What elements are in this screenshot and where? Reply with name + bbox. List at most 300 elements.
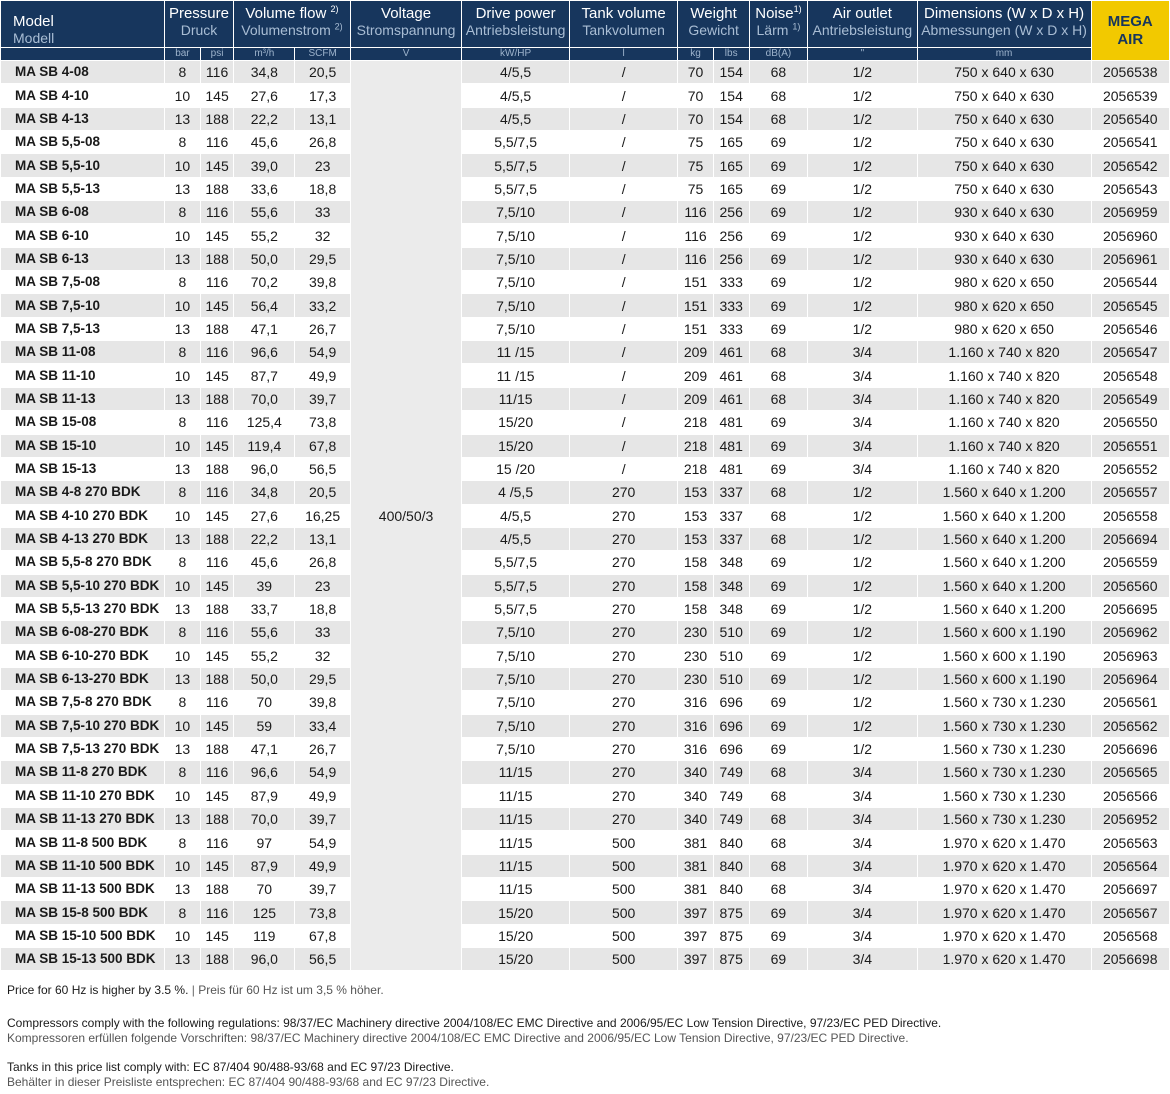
cell-air-outlet: 1/2 <box>808 551 918 574</box>
table-row <box>1 131 1170 154</box>
cell-dimensions: 1.160 x 740 x 820 <box>917 387 1091 410</box>
cell-flow-m3h: 47,1 <box>234 317 295 340</box>
table-row <box>1 644 1170 667</box>
cell-pressure-psi: 116 <box>201 131 234 154</box>
cell-noise: 68 <box>749 481 807 504</box>
cell-article-number: 2056565 <box>1091 761 1170 784</box>
cell-drive-power: 7,5/10 <box>462 317 570 340</box>
cell-noise: 69 <box>749 691 807 714</box>
footnote-marker: 2) <box>334 21 343 32</box>
table-row <box>1 597 1170 620</box>
cell-noise: 68 <box>749 61 807 84</box>
cell-pressure-psi: 145 <box>201 644 234 667</box>
unit-air-outlet: " <box>808 48 918 61</box>
cell-pressure-psi: 188 <box>201 457 234 480</box>
cell-drive-power: 11/15 <box>462 761 570 784</box>
cell-model: MA SB 15-8 500 BDK <box>1 901 165 924</box>
cell-weight-lbs: 510 <box>713 667 749 690</box>
cell-flow-m3h: 70,0 <box>234 387 295 410</box>
cell-dimensions: 930 x 640 x 630 <box>917 201 1091 224</box>
cell-pressure-psi: 116 <box>201 411 234 434</box>
cell-weight-lbs: 165 <box>713 154 749 177</box>
cell-noise: 69 <box>749 924 807 947</box>
cell-dimensions: 930 x 640 x 630 <box>917 224 1091 247</box>
cell-pressure-bar: 13 <box>164 878 200 901</box>
cell-noise: 69 <box>749 201 807 224</box>
cell-noise: 69 <box>749 597 807 620</box>
cell-model: MA SB 6-08 <box>1 201 165 224</box>
cell-tank-volume: / <box>569 177 678 200</box>
cell-pressure-psi: 116 <box>201 831 234 854</box>
cell-flow-scfm: 67,8 <box>295 924 350 947</box>
cell-weight-kg: 70 <box>678 61 713 84</box>
cell-air-outlet: 1/2 <box>808 224 918 247</box>
cell-dimensions: 1.160 x 740 x 820 <box>917 364 1091 387</box>
col-header-tank-volume: Tank volume Tankvolumen <box>569 1 678 48</box>
cell-dimensions: 1.970 x 620 x 1.470 <box>917 948 1091 971</box>
table-row <box>1 341 1170 364</box>
cell-flow-scfm: 67,8 <box>295 434 350 457</box>
cell-weight-lbs: 875 <box>713 901 749 924</box>
cell-weight-kg: 218 <box>678 411 713 434</box>
table-row <box>1 387 1170 410</box>
cell-pressure-psi: 188 <box>201 177 234 200</box>
cell-article-number: 2056558 <box>1091 504 1170 527</box>
cell-model: MA SB 11-8 270 BDK <box>1 761 165 784</box>
cell-air-outlet: 1/2 <box>808 527 918 550</box>
cell-weight-kg: 381 <box>678 878 713 901</box>
cell-air-outlet: 3/4 <box>808 387 918 410</box>
cell-weight-lbs: 481 <box>713 457 749 480</box>
cell-drive-power: 4/5,5 <box>462 84 570 107</box>
cell-tank-volume: 270 <box>569 574 678 597</box>
cell-air-outlet: 1/2 <box>808 317 918 340</box>
table-row <box>1 737 1170 760</box>
cell-drive-power: 7,5/10 <box>462 247 570 270</box>
cell-air-outlet: 3/4 <box>808 411 918 434</box>
cell-flow-scfm: 18,8 <box>295 177 350 200</box>
cell-drive-power: 4 /5,5 <box>462 481 570 504</box>
cell-noise: 68 <box>749 387 807 410</box>
cell-tank-volume: / <box>569 224 678 247</box>
cell-flow-scfm: 26,8 <box>295 131 350 154</box>
table-row <box>1 84 1170 107</box>
col-header-air-outlet: Air outlet Antriebsleistung <box>808 1 918 48</box>
cell-pressure-psi: 116 <box>201 901 234 924</box>
cell-article-number: 2056960 <box>1091 224 1170 247</box>
cell-noise: 68 <box>749 831 807 854</box>
table-row <box>1 551 1170 574</box>
table-row <box>1 154 1170 177</box>
cell-drive-power: 7,5/10 <box>462 644 570 667</box>
cell-model: MA SB 11-10 500 BDK <box>1 854 165 877</box>
table-row <box>1 294 1170 317</box>
cell-model: MA SB 15-10 500 BDK <box>1 924 165 947</box>
cell-flow-scfm: 23 <box>295 154 350 177</box>
cell-pressure-bar: 13 <box>164 317 200 340</box>
cell-pressure-bar: 8 <box>164 621 200 644</box>
cell-drive-power: 11/15 <box>462 808 570 831</box>
cell-dimensions: 1.560 x 730 x 1.230 <box>917 761 1091 784</box>
cell-weight-lbs: 165 <box>713 177 749 200</box>
cell-weight-kg: 316 <box>678 691 713 714</box>
cell-tank-volume: 270 <box>569 621 678 644</box>
cell-flow-scfm: 26,7 <box>295 737 350 760</box>
cell-weight-lbs: 154 <box>713 61 749 84</box>
cell-air-outlet: 3/4 <box>808 831 918 854</box>
col-header-model: Model Modell <box>1 1 165 48</box>
cell-weight-lbs: 840 <box>713 854 749 877</box>
col-header-noise: Noise$^{1)}$ Lärm $^{1)}$ <box>749 1 807 48</box>
cell-article-number: 2056547 <box>1091 341 1170 364</box>
table-row <box>1 761 1170 784</box>
table-row <box>1 271 1170 294</box>
unit-lbs: lbs <box>713 48 749 61</box>
cell-noise: 69 <box>749 247 807 270</box>
table-row <box>1 831 1170 854</box>
cell-weight-kg: 230 <box>678 621 713 644</box>
cell-pressure-psi: 188 <box>201 247 234 270</box>
cell-drive-power: 7,5/10 <box>462 714 570 737</box>
table-row <box>1 504 1170 527</box>
cell-tank-volume: / <box>569 387 678 410</box>
cell-weight-kg: 230 <box>678 667 713 690</box>
cell-air-outlet: 1/2 <box>808 294 918 317</box>
cell-pressure-bar: 13 <box>164 808 200 831</box>
cell-air-outlet: 1/2 <box>808 84 918 107</box>
compliance-note-de: Kompressoren erfüllen folgende Vorschriften: 98/37/EC Machinery directive 2004/108/EC EMC Directive and 2006/95/EC Low Tension Directive, 97/23/EC PED Directive. <box>7 1031 909 1046</box>
cell-drive-power: 11 /15 <box>462 364 570 387</box>
cell-dimensions: 1.160 x 740 x 820 <box>917 411 1091 434</box>
cell-pressure-psi: 145 <box>201 784 234 807</box>
cell-air-outlet: 1/2 <box>808 597 918 620</box>
cell-article-number: 2056697 <box>1091 878 1170 901</box>
cell-air-outlet: 3/4 <box>808 924 918 947</box>
cell-pressure-psi: 145 <box>201 224 234 247</box>
cell-weight-lbs: 154 <box>713 84 749 107</box>
cell-model: MA SB 4-10 <box>1 84 165 107</box>
cell-flow-scfm: 49,9 <box>295 854 350 877</box>
cell-drive-power: 7,5/10 <box>462 271 570 294</box>
table-row <box>1 434 1170 457</box>
cell-noise: 69 <box>749 434 807 457</box>
cell-pressure-psi: 116 <box>201 761 234 784</box>
cell-weight-kg: 397 <box>678 901 713 924</box>
cell-pressure-psi: 116 <box>201 341 234 364</box>
cell-flow-m3h: 119,4 <box>234 434 295 457</box>
cell-flow-scfm: 26,7 <box>295 317 350 340</box>
cell-dimensions: 1.560 x 640 x 1.200 <box>917 597 1091 620</box>
cell-weight-kg: 218 <box>678 457 713 480</box>
cell-weight-lbs: 256 <box>713 201 749 224</box>
cell-flow-scfm: 13,1 <box>295 107 350 130</box>
cell-voltage: 400/50/3 <box>350 61 462 971</box>
table-row <box>1 107 1170 130</box>
cell-pressure-psi: 188 <box>201 808 234 831</box>
cell-article-number: 2056566 <box>1091 784 1170 807</box>
cell-article-number: 2056567 <box>1091 901 1170 924</box>
cell-weight-kg: 340 <box>678 808 713 831</box>
cell-flow-scfm: 32 <box>295 644 350 667</box>
cell-dimensions: 980 x 620 x 650 <box>917 317 1091 340</box>
cell-model: MA SB 4-8 270 BDK <box>1 481 165 504</box>
cell-weight-kg: 158 <box>678 597 713 620</box>
footer-notes <box>0 971 1170 1090</box>
cell-pressure-bar: 10 <box>164 854 200 877</box>
cell-pressure-bar: 8 <box>164 481 200 504</box>
cell-dimensions: 930 x 640 x 630 <box>917 247 1091 270</box>
cell-model: MA SB 7,5-13 <box>1 317 165 340</box>
unit-scfm: SCFM <box>295 48 350 61</box>
cell-tank-volume: 270 <box>569 737 678 760</box>
cell-flow-scfm: 73,8 <box>295 901 350 924</box>
cell-pressure-bar: 10 <box>164 84 200 107</box>
cell-weight-kg: 209 <box>678 341 713 364</box>
cell-drive-power: 7,5/10 <box>462 201 570 224</box>
cell-air-outlet: 3/4 <box>808 434 918 457</box>
cell-weight-lbs: 461 <box>713 341 749 364</box>
unit-drive-power: kW/HP <box>462 48 570 61</box>
cell-model: MA SB 4-08 <box>1 61 165 84</box>
cell-pressure-psi: 116 <box>201 691 234 714</box>
cell-weight-lbs: 510 <box>713 644 749 667</box>
cell-air-outlet: 1/2 <box>808 177 918 200</box>
cell-tank-volume: 270 <box>569 504 678 527</box>
cell-article-number: 2056696 <box>1091 737 1170 760</box>
cell-model: MA SB 7,5-8 270 BDK <box>1 691 165 714</box>
cell-flow-scfm: 26,8 <box>295 551 350 574</box>
cell-drive-power: 5,5/7,5 <box>462 131 570 154</box>
cell-weight-lbs: 696 <box>713 714 749 737</box>
cell-flow-m3h: 87,9 <box>234 854 295 877</box>
cell-tank-volume: 500 <box>569 948 678 971</box>
table-row <box>1 527 1170 550</box>
cell-article-number: 2056952 <box>1091 808 1170 831</box>
cell-pressure-psi: 145 <box>201 924 234 947</box>
cell-drive-power: 5,5/7,5 <box>462 597 570 620</box>
cell-flow-scfm: 29,5 <box>295 667 350 690</box>
price-note: Price for 60 Hz is higher by 3.5 %. | Preis für 60 Hz ist um 3,5 % höher. <box>7 983 384 998</box>
cell-pressure-bar: 10 <box>164 504 200 527</box>
cell-weight-kg: 116 <box>678 224 713 247</box>
cell-pressure-bar: 10 <box>164 924 200 947</box>
cell-tank-volume: / <box>569 131 678 154</box>
cell-article-number: 2056963 <box>1091 644 1170 667</box>
cell-noise: 68 <box>749 341 807 364</box>
table-row <box>1 177 1170 200</box>
cell-model: MA SB 7,5-13 270 BDK <box>1 737 165 760</box>
cell-article-number: 2056560 <box>1091 574 1170 597</box>
cell-dimensions: 980 x 620 x 650 <box>917 271 1091 294</box>
cell-weight-kg: 116 <box>678 247 713 270</box>
cell-flow-m3h: 55,6 <box>234 201 295 224</box>
cell-flow-scfm: 39,7 <box>295 878 350 901</box>
cell-dimensions: 1.560 x 730 x 1.230 <box>917 737 1091 760</box>
cell-noise: 69 <box>749 714 807 737</box>
cell-flow-m3h: 55,6 <box>234 621 295 644</box>
cell-model: MA SB 11-13 <box>1 387 165 410</box>
cell-noise: 68 <box>749 784 807 807</box>
cell-drive-power: 5,5/7,5 <box>462 574 570 597</box>
cell-weight-kg: 70 <box>678 107 713 130</box>
cell-model: MA SB 5,5-8 270 BDK <box>1 551 165 574</box>
cell-dimensions: 1.560 x 730 x 1.230 <box>917 808 1091 831</box>
cell-article-number: 2056562 <box>1091 714 1170 737</box>
cell-flow-m3h: 70 <box>234 691 295 714</box>
cell-flow-scfm: 33 <box>295 201 350 224</box>
cell-article-number: 2056561 <box>1091 691 1170 714</box>
cell-flow-scfm: 56,5 <box>295 457 350 480</box>
cell-pressure-psi: 145 <box>201 574 234 597</box>
cell-pressure-psi: 145 <box>201 154 234 177</box>
cell-dimensions: 750 x 640 x 630 <box>917 131 1091 154</box>
cell-article-number: 2056551 <box>1091 434 1170 457</box>
cell-article-number: 2056549 <box>1091 387 1170 410</box>
cell-flow-m3h: 34,8 <box>234 61 295 84</box>
cell-tank-volume: 270 <box>569 784 678 807</box>
cell-air-outlet: 1/2 <box>808 61 918 84</box>
cell-model: MA SB 7,5-10 <box>1 294 165 317</box>
col-header-drive-power: Drive power Antriebsleistung <box>462 1 570 48</box>
cell-dimensions: 1.560 x 600 x 1.190 <box>917 644 1091 667</box>
cell-air-outlet: 3/4 <box>808 808 918 831</box>
footnote-marker: 1) <box>792 21 801 32</box>
cell-dimensions: 750 x 640 x 630 <box>917 61 1091 84</box>
cell-weight-lbs: 481 <box>713 411 749 434</box>
col-header-volume-flow: Volume flow $^{2)}$ Volumenstrom $^{2)}$ <box>234 1 351 48</box>
cell-drive-power: 15/20 <box>462 924 570 947</box>
cell-tank-volume: 270 <box>569 714 678 737</box>
cell-weight-kg: 316 <box>678 737 713 760</box>
cell-flow-scfm: 33 <box>295 621 350 644</box>
cell-flow-scfm: 39,7 <box>295 808 350 831</box>
cell-model: MA SB 11-10 <box>1 364 165 387</box>
cell-weight-kg: 158 <box>678 551 713 574</box>
cell-air-outlet: 3/4 <box>808 364 918 387</box>
cell-drive-power: 7,5/10 <box>462 294 570 317</box>
cell-dimensions: 1.560 x 730 x 1.230 <box>917 691 1091 714</box>
cell-dimensions: 1.970 x 620 x 1.470 <box>917 854 1091 877</box>
cell-weight-kg: 397 <box>678 948 713 971</box>
table-row <box>1 901 1170 924</box>
table-row <box>1 457 1170 480</box>
cell-tank-volume: / <box>569 317 678 340</box>
cell-weight-lbs: 749 <box>713 784 749 807</box>
cell-drive-power: 15/20 <box>462 411 570 434</box>
cell-article-number: 2056961 <box>1091 247 1170 270</box>
cell-weight-lbs: 337 <box>713 527 749 550</box>
cell-dimensions: 980 x 620 x 650 <box>917 294 1091 317</box>
cell-flow-m3h: 70 <box>234 878 295 901</box>
cell-pressure-bar: 8 <box>164 901 200 924</box>
spec-table-body <box>1 61 1170 971</box>
cell-model: MA SB 6-10-270 BDK <box>1 644 165 667</box>
header-row <box>1 1 1170 48</box>
cell-pressure-bar: 8 <box>164 831 200 854</box>
cell-weight-kg: 381 <box>678 831 713 854</box>
cell-pressure-bar: 13 <box>164 597 200 620</box>
cell-tank-volume: 270 <box>569 691 678 714</box>
cell-article-number: 2056550 <box>1091 411 1170 434</box>
cell-article-number: 2056695 <box>1091 597 1170 620</box>
cell-model: MA SB 7,5-08 <box>1 271 165 294</box>
table-row <box>1 574 1170 597</box>
table-row <box>1 317 1170 340</box>
cell-flow-scfm: 39,8 <box>295 691 350 714</box>
cell-pressure-bar: 8 <box>164 271 200 294</box>
cell-flow-m3h: 96,0 <box>234 948 295 971</box>
cell-noise: 69 <box>749 644 807 667</box>
unit-voltage: V <box>350 48 462 61</box>
cell-flow-m3h: 34,8 <box>234 481 295 504</box>
cell-article-number: 2056542 <box>1091 154 1170 177</box>
cell-noise: 69 <box>749 154 807 177</box>
cell-article-number: 2056563 <box>1091 831 1170 854</box>
table-row <box>1 714 1170 737</box>
col-header-pressure: Pressure Druck <box>164 1 233 48</box>
cell-flow-m3h: 27,6 <box>234 504 295 527</box>
cell-model: MA SB 6-10 <box>1 224 165 247</box>
cell-tank-volume: / <box>569 434 678 457</box>
cell-pressure-psi: 145 <box>201 294 234 317</box>
cell-flow-m3h: 87,9 <box>234 784 295 807</box>
cell-drive-power: 11/15 <box>462 784 570 807</box>
cell-flow-m3h: 55,2 <box>234 644 295 667</box>
cell-dimensions: 1.560 x 600 x 1.190 <box>917 621 1091 644</box>
cell-weight-kg: 70 <box>678 84 713 107</box>
cell-drive-power: 5,5/7,5 <box>462 551 570 574</box>
cell-air-outlet: 1/2 <box>808 271 918 294</box>
table-row <box>1 224 1170 247</box>
cell-drive-power: 5,5/7,5 <box>462 177 570 200</box>
cell-weight-kg: 75 <box>678 131 713 154</box>
cell-flow-m3h: 27,6 <box>234 84 295 107</box>
cell-pressure-bar: 10 <box>164 434 200 457</box>
cell-pressure-psi: 145 <box>201 84 234 107</box>
cell-weight-kg: 381 <box>678 854 713 877</box>
cell-flow-m3h: 56,4 <box>234 294 295 317</box>
cell-weight-lbs: 749 <box>713 761 749 784</box>
table-row <box>1 481 1170 504</box>
cell-air-outlet: 1/2 <box>808 714 918 737</box>
cell-pressure-bar: 13 <box>164 107 200 130</box>
cell-article-number: 2056698 <box>1091 948 1170 971</box>
cell-drive-power: 7,5/10 <box>462 667 570 690</box>
cell-noise: 68 <box>749 527 807 550</box>
cell-article-number: 2056694 <box>1091 527 1170 550</box>
cell-pressure-bar: 10 <box>164 714 200 737</box>
cell-pressure-bar: 10 <box>164 784 200 807</box>
cell-dimensions: 1.970 x 620 x 1.470 <box>917 831 1091 854</box>
cell-tank-volume: / <box>569 107 678 130</box>
table-row <box>1 364 1170 387</box>
cell-pressure-psi: 145 <box>201 854 234 877</box>
cell-drive-power: 4/5,5 <box>462 527 570 550</box>
cell-article-number: 2056962 <box>1091 621 1170 644</box>
cell-noise: 69 <box>749 294 807 317</box>
cell-model: MA SB 4-13 270 BDK <box>1 527 165 550</box>
cell-noise: 69 <box>749 271 807 294</box>
cell-weight-kg: 340 <box>678 784 713 807</box>
cell-air-outlet: 1/2 <box>808 481 918 504</box>
cell-flow-scfm: 13,1 <box>295 527 350 550</box>
cell-flow-m3h: 50,0 <box>234 247 295 270</box>
cell-model: MA SB 5,5-08 <box>1 131 165 154</box>
cell-drive-power: 15/20 <box>462 434 570 457</box>
cell-flow-scfm: 32 <box>295 224 350 247</box>
cell-pressure-bar: 13 <box>164 177 200 200</box>
cell-flow-scfm: 54,9 <box>295 341 350 364</box>
